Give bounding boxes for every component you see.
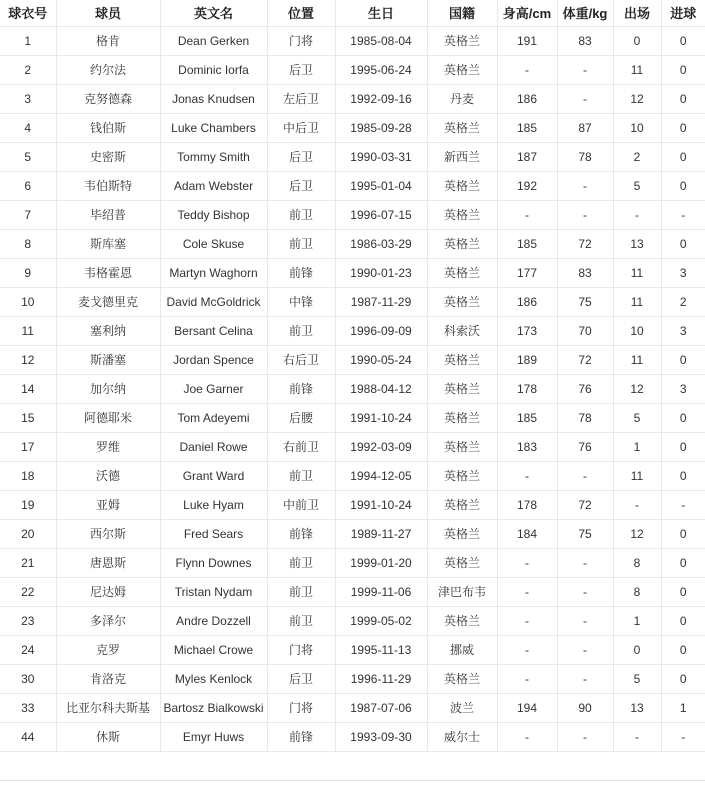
table-cell: 22	[0, 577, 56, 606]
table-cell: 前卫	[267, 606, 335, 635]
table-cell: 0	[661, 577, 705, 606]
table-cell: 1988-04-12	[335, 374, 427, 403]
table-cell: 1994-12-05	[335, 461, 427, 490]
table-cell: 英格兰	[427, 548, 497, 577]
table-cell: 英格兰	[427, 200, 497, 229]
table-cell: 11	[0, 316, 56, 345]
table-cell: 3	[661, 258, 705, 287]
table-cell: 6	[0, 171, 56, 200]
table-cell: 左后卫	[267, 84, 335, 113]
table-cell: 1993-09-30	[335, 722, 427, 751]
table-cell: 11	[613, 345, 661, 374]
table-row	[0, 55, 705, 84]
table-cell: 后卫	[267, 171, 335, 200]
table-cell: 87	[557, 113, 613, 142]
table-cell: 10	[613, 316, 661, 345]
table-cell: 加尔纳	[56, 374, 160, 403]
table-cell: 前卫	[267, 577, 335, 606]
table-cell: 1999-05-02	[335, 606, 427, 635]
table-cell: 72	[557, 490, 613, 519]
table-cell: 0	[661, 55, 705, 84]
table-cell: 7	[0, 200, 56, 229]
table-cell: 比亚尔科夫斯基	[56, 693, 160, 722]
column-header: 身高/cm	[497, 0, 557, 26]
table-cell: Bersant Celina	[160, 316, 267, 345]
table-cell: Cole Skuse	[160, 229, 267, 258]
table-cell: -	[557, 664, 613, 693]
table-cell: -	[661, 200, 705, 229]
table-cell: -	[613, 722, 661, 751]
table-cell: Michael Crowe	[160, 635, 267, 664]
table-cell: Luke Hyam	[160, 490, 267, 519]
table-cell: 1996-11-29	[335, 664, 427, 693]
table-row	[0, 548, 705, 577]
table-cell: 185	[497, 229, 557, 258]
table-cell: 英格兰	[427, 403, 497, 432]
table-cell: 192	[497, 171, 557, 200]
table-cell: 英格兰	[427, 606, 497, 635]
table-cell: 后腰	[267, 403, 335, 432]
table-cell: 1991-10-24	[335, 490, 427, 519]
table-cell: 后卫	[267, 142, 335, 171]
table-cell: 中后卫	[267, 113, 335, 142]
table-cell: 右前卫	[267, 432, 335, 461]
table-cell: 1991-10-24	[335, 403, 427, 432]
table-cell: 1999-11-06	[335, 577, 427, 606]
table-cell: 0	[661, 229, 705, 258]
table-cell: 189	[497, 345, 557, 374]
table-cell: Tommy Smith	[160, 142, 267, 171]
table-cell: 前锋	[267, 374, 335, 403]
table-cell: 西尔斯	[56, 519, 160, 548]
table-cell: -	[557, 635, 613, 664]
table-cell: 1	[613, 432, 661, 461]
table-row	[0, 200, 705, 229]
table-cell: 44	[0, 722, 56, 751]
table-cell: -	[661, 722, 705, 751]
table-cell: 72	[557, 345, 613, 374]
table-cell: 0	[661, 171, 705, 200]
table-cell: -	[497, 200, 557, 229]
table-cell: -	[497, 664, 557, 693]
table-cell: 83	[557, 26, 613, 55]
table-cell: 丹麦	[427, 84, 497, 113]
table-cell: 韦格霍恩	[56, 258, 160, 287]
table-cell: Flynn Downes	[160, 548, 267, 577]
header-row	[0, 0, 705, 26]
table-cell: -	[497, 635, 557, 664]
table-cell: 11	[613, 287, 661, 316]
table-cell: 后卫	[267, 664, 335, 693]
table-cell: 英格兰	[427, 345, 497, 374]
table-cell: 多泽尔	[56, 606, 160, 635]
table-cell: 178	[497, 374, 557, 403]
table-cell: Joe Garner	[160, 374, 267, 403]
table-cell: 1985-08-04	[335, 26, 427, 55]
table-cell: 前锋	[267, 258, 335, 287]
table-cell: 唐恩斯	[56, 548, 160, 577]
table-cell: 8	[613, 548, 661, 577]
table-cell: 英格兰	[427, 664, 497, 693]
table-row	[0, 577, 705, 606]
table-cell: 0	[661, 345, 705, 374]
table-cell: 中前卫	[267, 490, 335, 519]
table-cell: 13	[613, 229, 661, 258]
column-header: 位置	[267, 0, 335, 26]
table-cell: 8	[613, 577, 661, 606]
column-header: 球员	[56, 0, 160, 26]
table-cell: 20	[0, 519, 56, 548]
table-cell: 78	[557, 403, 613, 432]
column-header: 球衣号	[0, 0, 56, 26]
table-row	[0, 490, 705, 519]
table-row	[0, 664, 705, 693]
table-row	[0, 403, 705, 432]
table-cell: 钱伯斯	[56, 113, 160, 142]
table-cell: 中锋	[267, 287, 335, 316]
table-row	[0, 606, 705, 635]
table-cell: 英格兰	[427, 374, 497, 403]
table-cell: 1996-07-15	[335, 200, 427, 229]
table-cell: 76	[557, 374, 613, 403]
table-row	[0, 142, 705, 171]
table-cell: 0	[661, 142, 705, 171]
table-cell: 1996-09-09	[335, 316, 427, 345]
table-cell: 英格兰	[427, 432, 497, 461]
table-cell: 0	[661, 113, 705, 142]
table-cell: -	[557, 577, 613, 606]
footer-divider	[0, 780, 705, 789]
table-row	[0, 722, 705, 751]
table-cell: 约尔法	[56, 55, 160, 84]
table-cell: 23	[0, 606, 56, 635]
table-cell: Emyr Huws	[160, 722, 267, 751]
table-cell: 0	[661, 548, 705, 577]
table-cell: 毕绍普	[56, 200, 160, 229]
table-row	[0, 345, 705, 374]
table-cell: 门将	[267, 693, 335, 722]
table-cell: 门将	[267, 26, 335, 55]
table-cell: 前卫	[267, 200, 335, 229]
column-header: 体重/kg	[557, 0, 613, 26]
table-cell: 塞利纳	[56, 316, 160, 345]
table-cell: 14	[0, 374, 56, 403]
table-cell: 19	[0, 490, 56, 519]
table-cell: 2	[0, 55, 56, 84]
table-row	[0, 374, 705, 403]
table-cell: 13	[613, 693, 661, 722]
table-cell: 前锋	[267, 519, 335, 548]
table-cell: Jonas Knudsen	[160, 84, 267, 113]
table-cell: 斯库塞	[56, 229, 160, 258]
table-cell: Fred Sears	[160, 519, 267, 548]
table-row	[0, 258, 705, 287]
table-cell: 9	[0, 258, 56, 287]
table-cell: Daniel Rowe	[160, 432, 267, 461]
table-cell: 5	[613, 664, 661, 693]
table-cell: 英格兰	[427, 113, 497, 142]
table-cell: 尼达姆	[56, 577, 160, 606]
table-cell: 1995-11-13	[335, 635, 427, 664]
table-cell: 11	[613, 55, 661, 84]
table-cell: 194	[497, 693, 557, 722]
table-cell: -	[557, 461, 613, 490]
table-row	[0, 519, 705, 548]
table-row	[0, 26, 705, 55]
table-cell: 右后卫	[267, 345, 335, 374]
table-cell: -	[497, 606, 557, 635]
table-cell: 3	[0, 84, 56, 113]
table-cell: 0	[613, 635, 661, 664]
table-cell: 斯潘塞	[56, 345, 160, 374]
table-cell: 英格兰	[427, 287, 497, 316]
column-header: 进球	[661, 0, 705, 26]
table-cell: 威尔士	[427, 722, 497, 751]
table-cell: 1989-11-27	[335, 519, 427, 548]
table-cell: -	[661, 490, 705, 519]
table-cell: 1990-01-23	[335, 258, 427, 287]
table-cell: 英格兰	[427, 171, 497, 200]
table-cell: Dominic Iorfa	[160, 55, 267, 84]
table-row	[0, 316, 705, 345]
table-cell: 70	[557, 316, 613, 345]
table-cell: -	[557, 171, 613, 200]
table-cell: 191	[497, 26, 557, 55]
table-cell: -	[557, 84, 613, 113]
table-cell: 门将	[267, 635, 335, 664]
table-cell: 177	[497, 258, 557, 287]
table-cell: 罗维	[56, 432, 160, 461]
table-body	[0, 26, 705, 751]
table-cell: Dean Gerken	[160, 26, 267, 55]
table-cell: 12	[613, 519, 661, 548]
table-cell: Teddy Bishop	[160, 200, 267, 229]
table-cell: -	[557, 606, 613, 635]
table-cell: 72	[557, 229, 613, 258]
table-cell: -	[497, 577, 557, 606]
table-cell: -	[613, 200, 661, 229]
table-cell: -	[557, 548, 613, 577]
table-row	[0, 432, 705, 461]
table-cell: 波兰	[427, 693, 497, 722]
table-cell: 83	[557, 258, 613, 287]
table-row	[0, 461, 705, 490]
table-cell: 0	[661, 26, 705, 55]
table-cell: 阿德耶米	[56, 403, 160, 432]
table-cell: 184	[497, 519, 557, 548]
table-cell: 前卫	[267, 316, 335, 345]
table-cell: 1985-09-28	[335, 113, 427, 142]
table-cell: 5	[613, 171, 661, 200]
table-cell: 5	[613, 403, 661, 432]
table-cell: Tom Adeyemi	[160, 403, 267, 432]
table-cell: 1990-03-31	[335, 142, 427, 171]
table-cell: 克努德森	[56, 84, 160, 113]
table-cell: 1995-01-04	[335, 171, 427, 200]
table-cell: 15	[0, 403, 56, 432]
table-cell: 11	[613, 258, 661, 287]
table-cell: 英格兰	[427, 26, 497, 55]
table-cell: 英格兰	[427, 229, 497, 258]
table-cell: 1992-03-09	[335, 432, 427, 461]
table-cell: 后卫	[267, 55, 335, 84]
table-cell: 17	[0, 432, 56, 461]
table-cell: Myles Kenlock	[160, 664, 267, 693]
table-cell: 18	[0, 461, 56, 490]
table-cell: 0	[661, 635, 705, 664]
table-cell: 1	[613, 606, 661, 635]
table-cell: 前锋	[267, 722, 335, 751]
table-cell: 10	[613, 113, 661, 142]
table-cell: 0	[661, 461, 705, 490]
table-cell: 75	[557, 287, 613, 316]
table-cell: 0	[661, 403, 705, 432]
table-cell: 3	[661, 316, 705, 345]
table-row	[0, 113, 705, 142]
table-cell: 韦伯斯特	[56, 171, 160, 200]
table-cell: 178	[497, 490, 557, 519]
table-cell: 0	[661, 84, 705, 113]
table-cell: 0	[613, 26, 661, 55]
table-cell: 格肯	[56, 26, 160, 55]
table-cell: -	[497, 461, 557, 490]
table-cell: 1992-09-16	[335, 84, 427, 113]
table-cell: 12	[613, 84, 661, 113]
table-header	[0, 0, 705, 26]
table-cell: 173	[497, 316, 557, 345]
table-cell: 24	[0, 635, 56, 664]
table-cell: Bartosz Bialkowski	[160, 693, 267, 722]
table-cell: -	[557, 200, 613, 229]
table-cell: 沃德	[56, 461, 160, 490]
column-header: 国籍	[427, 0, 497, 26]
table-cell: 挪威	[427, 635, 497, 664]
table-cell: 2	[661, 287, 705, 316]
table-cell: 休斯	[56, 722, 160, 751]
table-cell: 33	[0, 693, 56, 722]
table-cell: Martyn Waghorn	[160, 258, 267, 287]
table-cell: 76	[557, 432, 613, 461]
table-cell: 英格兰	[427, 519, 497, 548]
table-cell: 前卫	[267, 461, 335, 490]
table-cell: 0	[661, 664, 705, 693]
table-row	[0, 171, 705, 200]
table-cell: Andre Dozzell	[160, 606, 267, 635]
table-row	[0, 693, 705, 722]
table-cell: -	[557, 55, 613, 84]
table-cell: 0	[661, 432, 705, 461]
table-cell: Jordan Spence	[160, 345, 267, 374]
table-cell: David McGoldrick	[160, 287, 267, 316]
table-cell: 肯洛克	[56, 664, 160, 693]
table-cell: 21	[0, 548, 56, 577]
table-cell: 1999-01-20	[335, 548, 427, 577]
table-cell: -	[557, 722, 613, 751]
column-header: 生日	[335, 0, 427, 26]
table-cell: 186	[497, 84, 557, 113]
table-cell: 0	[661, 606, 705, 635]
table-cell: 1995-06-24	[335, 55, 427, 84]
table-cell: 185	[497, 113, 557, 142]
table-cell: 2	[613, 142, 661, 171]
table-cell: 前卫	[267, 229, 335, 258]
table-cell: 英格兰	[427, 490, 497, 519]
table-cell: 75	[557, 519, 613, 548]
table-cell: 186	[497, 287, 557, 316]
table-cell: 科索沃	[427, 316, 497, 345]
table-cell: 前卫	[267, 548, 335, 577]
table-cell: Tristan Nydam	[160, 577, 267, 606]
table-cell: 187	[497, 142, 557, 171]
table-cell: 78	[557, 142, 613, 171]
table-cell: 1986-03-29	[335, 229, 427, 258]
table-cell: 12	[613, 374, 661, 403]
table-cell: Luke Chambers	[160, 113, 267, 142]
table-row	[0, 229, 705, 258]
table-cell: Grant Ward	[160, 461, 267, 490]
table-cell: 12	[0, 345, 56, 374]
column-header: 出场	[613, 0, 661, 26]
table-cell: 麦戈德里克	[56, 287, 160, 316]
table-cell: 1990-05-24	[335, 345, 427, 374]
table-cell: 1987-07-06	[335, 693, 427, 722]
table-cell: -	[613, 490, 661, 519]
table-cell: -	[497, 55, 557, 84]
table-cell: 英格兰	[427, 258, 497, 287]
table-row	[0, 287, 705, 316]
table-cell: 1	[0, 26, 56, 55]
table-cell: 4	[0, 113, 56, 142]
table-cell: 10	[0, 287, 56, 316]
table-cell: 史密斯	[56, 142, 160, 171]
table-cell: 英格兰	[427, 461, 497, 490]
table-cell: 亚姆	[56, 490, 160, 519]
table-cell: 新西兰	[427, 142, 497, 171]
table-cell: 津巴布韦	[427, 577, 497, 606]
table-cell: 183	[497, 432, 557, 461]
column-header: 英文名	[160, 0, 267, 26]
table-cell: -	[497, 548, 557, 577]
table-cell: 8	[0, 229, 56, 258]
table-cell: 3	[661, 374, 705, 403]
table-cell: 90	[557, 693, 613, 722]
table-cell: 1987-11-29	[335, 287, 427, 316]
table-cell: 5	[0, 142, 56, 171]
table-cell: 克罗	[56, 635, 160, 664]
table-cell: -	[497, 722, 557, 751]
table-cell: 11	[613, 461, 661, 490]
table-cell: 185	[497, 403, 557, 432]
table-cell: 30	[0, 664, 56, 693]
table-cell: 1	[661, 693, 705, 722]
table-cell: Adam Webster	[160, 171, 267, 200]
table-row	[0, 84, 705, 113]
table-cell: 英格兰	[427, 55, 497, 84]
table-row	[0, 635, 705, 664]
table-cell: 0	[661, 519, 705, 548]
